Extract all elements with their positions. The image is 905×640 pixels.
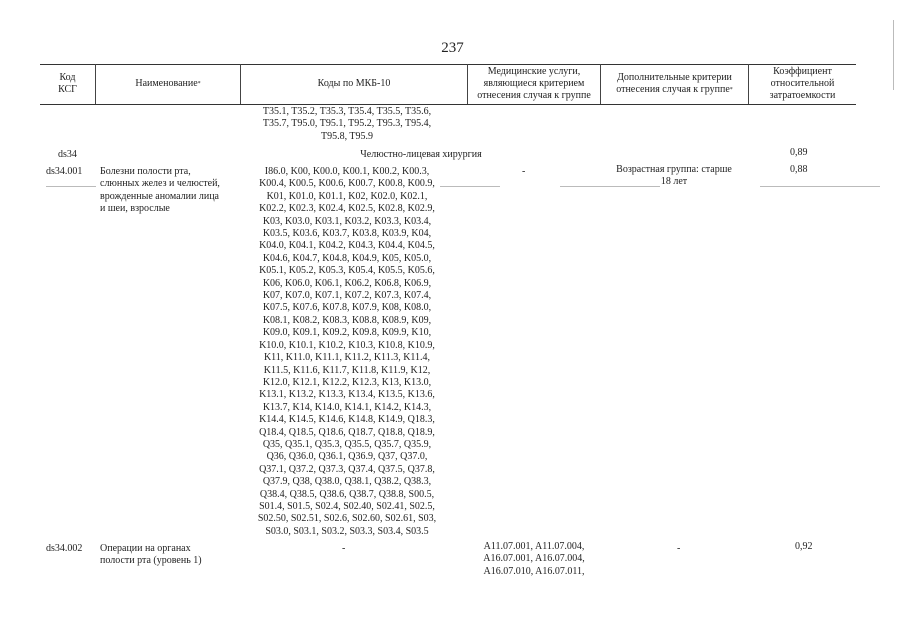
header-services <box>468 64 600 104</box>
name-line: врожденные аномалии лица <box>100 190 219 202</box>
code-line: K04.6, K04.7, K04.8, K04.9, K05, K05.0, <box>262 252 432 264</box>
name-line: и шеи, взрослые <box>100 203 170 215</box>
scan-edge-mark <box>893 20 894 90</box>
header-code <box>40 64 95 104</box>
row-name <box>100 543 240 568</box>
continuation-codes <box>242 106 452 143</box>
scan-smudge <box>760 186 880 187</box>
header-bottom-rule <box>40 104 856 105</box>
name-line: Операции на органах <box>100 543 191 554</box>
code-line: K14.4, K14.5, K14.6, K14.8, K14.9, Q18.3, <box>259 414 435 426</box>
row-services <box>468 541 600 578</box>
code-line: S01.4, S01.5, S02.4, S02.40, S02.41, S02.5, <box>259 500 435 512</box>
code-line: K01, K01.0, K01.1, K02, K02.0, K02.1, <box>266 190 428 202</box>
row-mkb-dash: - <box>342 543 346 554</box>
code-line: K13.7, K14, K14.0, K14.1, K14.2, K14.3, <box>262 401 432 413</box>
header-coef <box>749 64 856 104</box>
row-code: ds34.001 <box>46 166 83 177</box>
code-line: Q37.9, Q38, Q38.0, Q38.1, Q38.2, Q38.3, <box>262 476 432 488</box>
code-line: K08.1, K08.2, K08.3, K08.8, K08.9, K09, <box>262 314 432 326</box>
code-line: S02.50, S02.51, S02.6, S02.60, S02.61, S03, <box>257 513 437 525</box>
code-line: K07.5, K07.6, K07.8, K07.9, K08, K08.0, <box>262 302 432 314</box>
code-line: K12.0, K12.1, K12.2, K12.3, K13, K13.0, <box>262 376 432 388</box>
row-criteria-dash: - <box>677 543 681 554</box>
header-criteria-text <box>605 72 745 96</box>
header-services-text: Медицинские услуги, являющиеся критерием отнесения случая к группе <box>477 66 591 101</box>
row-code: ds34.002 <box>46 543 83 554</box>
criteria-line: 18 лет <box>660 176 688 188</box>
scan-smudge <box>440 186 500 187</box>
scan-smudge <box>560 186 660 187</box>
header-coef-text: Коэффициент относительной затратоемкости <box>769 66 836 101</box>
code-line: K00.4, K00.5, K00.6, K00.7, K00.8, K00.9, <box>259 178 435 190</box>
code-line: K06, K06.0, K06.1, K06.2, K06.8, K06.9, <box>262 277 432 289</box>
criteria-line: Возрастная группа: старше <box>616 164 732 175</box>
section-code: ds34 <box>58 149 77 160</box>
section-coef: 0,89 <box>790 147 808 158</box>
code-line: K03, K03.0, K03.1, K03.2, K03.3, K03.4, <box>262 215 432 227</box>
row-coef: 0,88 <box>790 164 808 175</box>
code-line: K11.5, K11.6, K11.7, K11.8, K11.9, K12, <box>263 364 431 376</box>
row-services-dash: - <box>522 166 526 177</box>
code-line: K11, K11.0, K11.1, K11.2, K11.3, K11.4, <box>263 352 431 364</box>
row-name <box>100 166 240 216</box>
code-line: K10.0, K10.1, K10.2, K10.3, K10.8, K10.9, <box>259 339 435 351</box>
code-line: T95.8, T95.9 <box>320 130 374 142</box>
service-line: A16.07.001, A16.07.004, <box>483 553 585 565</box>
code-line: K05.1, K05.2, K05.3, K05.4, K05.5, K05.6, <box>259 265 435 277</box>
header-criteria-mark: * <box>729 87 733 93</box>
name-line: слюнных желез и челюстей, <box>100 178 220 190</box>
name-line: полости рта (уровень 1) <box>100 555 202 567</box>
code-line: Q37.1, Q37.2, Q37.3, Q37.4, Q37.5, Q37.8, <box>259 463 435 475</box>
header-mkb-text: Коды по МКБ-10 <box>317 78 391 89</box>
service-line: A16.07.010, A16.07.011, <box>483 565 585 577</box>
code-line: I86.0, K00, K00.0, K00.1, K00.2, K00.3, <box>264 166 430 177</box>
code-line: K02.2, K02.3, K02.4, K02.5, K02.8, K02.9, <box>259 203 435 215</box>
header-criteria <box>601 64 748 104</box>
header-name <box>96 64 240 104</box>
code-line: K07, K07.0, K07.1, K07.2, K07.3, K07.4, <box>262 290 432 302</box>
code-line: S03.0, S03.1, S03.2, S03.3, S03.4, S03.5 <box>265 525 429 537</box>
code-line: Q18.4, Q18.5, Q18.6, Q18.7, Q18.8, Q18.9, <box>259 426 435 438</box>
code-line: T35.1, T35.2, T35.3, T35.4, T35.5, T35.6, <box>262 106 432 117</box>
header-mkb <box>241 64 467 104</box>
service-line: A11.07.001, A11.07.004, <box>483 541 585 552</box>
header-name-text: Наименование <box>135 78 198 89</box>
header-criteria-label: Дополнительные критерии отнесения случая к группе <box>616 72 732 95</box>
scan-smudge <box>46 186 96 187</box>
name-line: Болезни полости рта, <box>100 166 191 177</box>
section-title: Челюстно-лицевая хирургия <box>360 149 482 160</box>
header-name-mark: * <box>197 81 201 87</box>
code-line: Q38.4, Q38.5, Q38.6, Q38.7, Q38.8, S00.5, <box>259 488 435 500</box>
code-line: K13.1, K13.2, K13.3, K13.4, K13.5, K13.6, <box>259 389 435 401</box>
row-mkb-codes <box>242 166 452 538</box>
row-coef: 0,92 <box>795 541 813 552</box>
code-line: K03.5, K03.6, K03.7, K03.8, K03.9, K04, <box>262 228 432 240</box>
code-line: K09.0, K09.1, K09.2, K09.8, K09.9, K10, <box>262 327 432 339</box>
code-line: K04.0, K04.1, K04.2, K04.3, K04.4, K04.5, <box>259 240 435 252</box>
code-line: Q36, Q36.0, Q36.1, Q36.9, Q37, Q37.0, <box>266 451 428 463</box>
header-code-text: Код КСГ <box>58 72 77 95</box>
code-line: T35.7, T95.0, T95.1, T95.2, T95.3, T95.4, <box>262 118 432 130</box>
page-number: 237 <box>441 40 464 56</box>
code-line: Q35, Q35.1, Q35.3, Q35.5, Q35.7, Q35.9, <box>262 438 432 450</box>
